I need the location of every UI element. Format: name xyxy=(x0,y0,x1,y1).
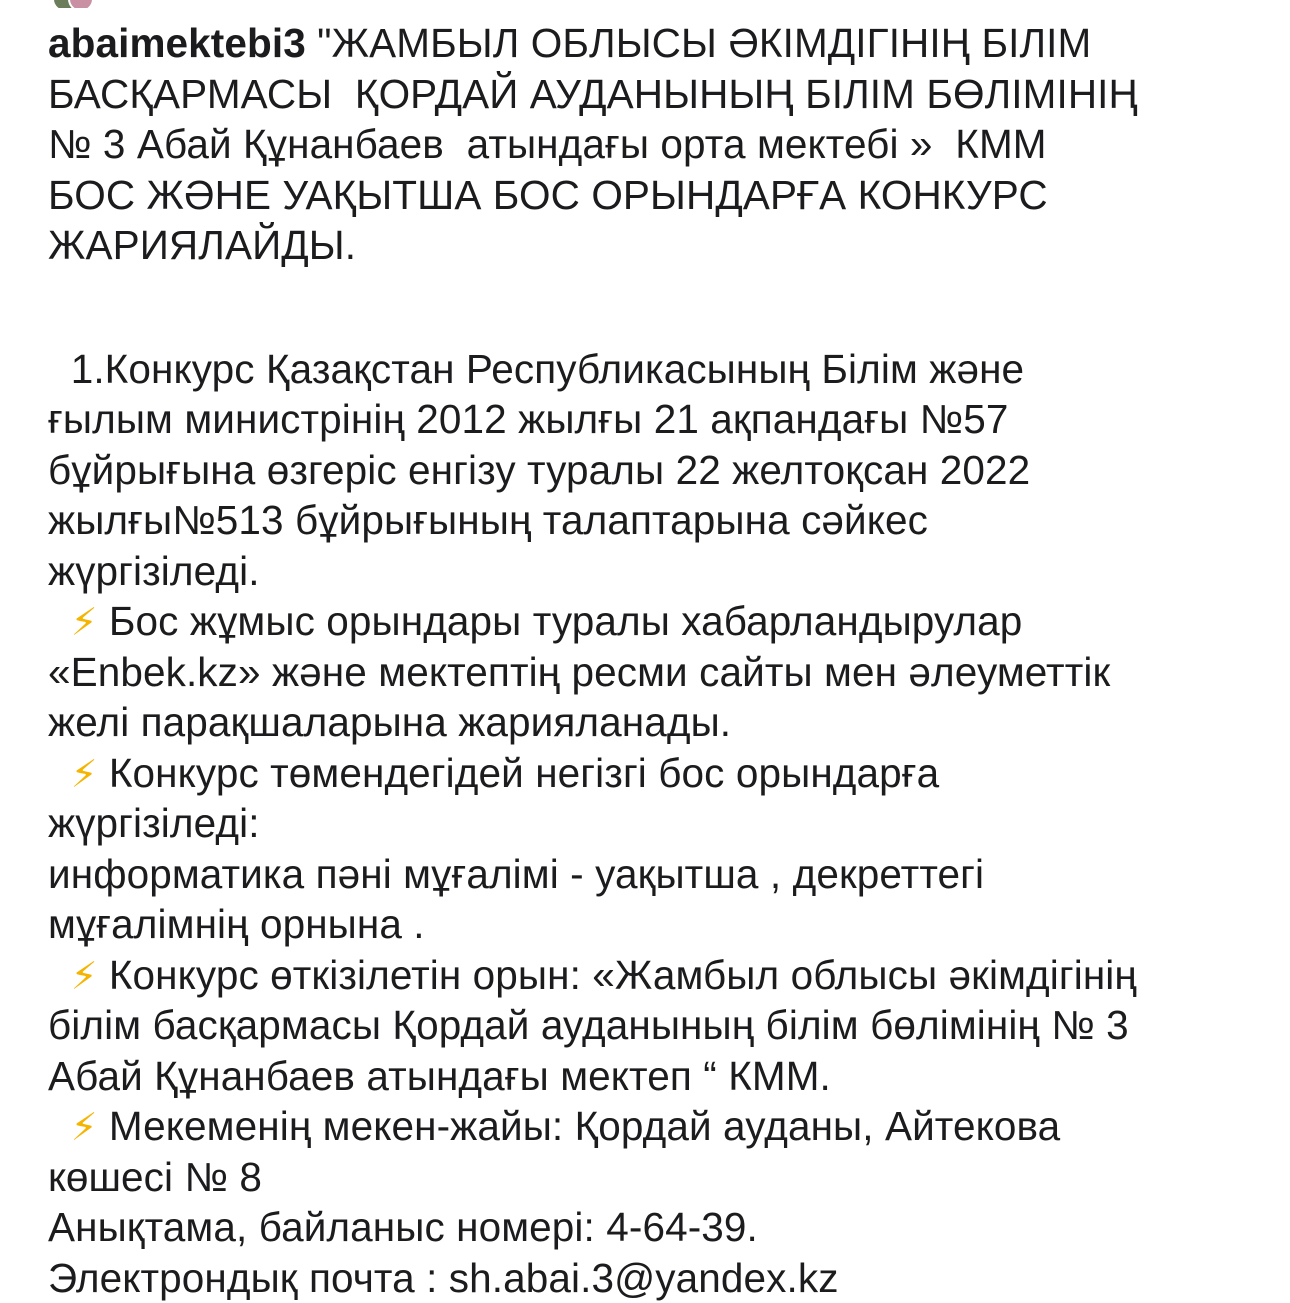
caption-line: көшесі № 8 xyxy=(48,1152,1268,1203)
caption-line: жылғы№513 бұйрығының талаптарына сәйкес xyxy=(48,495,1268,546)
caption-line xyxy=(48,647,1268,698)
lightning-icon: ⚡ xyxy=(71,1103,98,1154)
caption-line: ЖАРИЯЛАЙДЫ. xyxy=(48,220,1268,271)
caption-line xyxy=(48,1253,1268,1303)
post-caption xyxy=(48,18,1268,1303)
lightning-icon: ⚡ xyxy=(71,598,98,649)
username-link[interactable]: abaimektebi3 xyxy=(48,20,306,66)
caption-line: желі парақшаларына жарияланады. xyxy=(48,697,1268,748)
caption-blank-line xyxy=(48,271,1268,344)
caption-line: жүргізіледі: xyxy=(48,798,1268,849)
caption-line: БОС ЖӘНЕ УАҚЫТША БОС ОРЫНДАРҒА КОНКУРС xyxy=(48,170,1268,221)
caption-line: мұғалімнің орнына . xyxy=(48,899,1268,950)
lightning-icon: ⚡ xyxy=(71,952,98,1003)
email-link[interactable]: Электрондық почта : sh.abai.3@yandex.kz xyxy=(48,1255,839,1301)
caption-line: abaimektebi3 "ЖАМБЫЛ ОБЛЫСЫ ӘКІМДІГІНІҢ БІЛІМ xyxy=(48,18,1268,69)
caption-line: ⚡ Конкурс төмендегідей негізгі бос орындарға xyxy=(48,748,1268,799)
caption-line: ғылым министрінің 2012 жылғы 21 ақпандағы №57 xyxy=(48,394,1268,445)
caption-line: ⚡ Бос жұмыс орындары туралы хабарландырулар xyxy=(48,596,1268,647)
caption-line: ⚡ Конкурс өткізілетін орын: «Жамбыл облысы әкімдігінің xyxy=(48,950,1268,1001)
lightning-icon: ⚡ xyxy=(71,750,98,801)
caption-line: информатика пәні мұғалімі - уақытша , декреттегі xyxy=(48,849,1268,900)
liked-by-avatars[interactable] xyxy=(52,0,132,8)
avatar xyxy=(68,0,94,8)
caption-line: № 3 Абай Құнанбаев атындағы орта мектебі » КММ xyxy=(48,119,1268,170)
caption-line: Анықтама, байланыс номері: 4-64-39. xyxy=(48,1202,1268,1253)
caption-line: білім басқармасы Қордай ауданының білім бөлімінің № 3 xyxy=(48,1000,1268,1051)
caption-line: жүргізіледі. xyxy=(48,546,1268,597)
caption-line: ⚡ Мекеменің мекен-жайы: Қордай ауданы, Айтекова xyxy=(48,1101,1268,1152)
caption-line: Абай Құнанбаев атындағы мектеп “ КММ. xyxy=(48,1051,1268,1102)
caption-line: 1.Конкурс Қазақстан Республикасының Білім және xyxy=(48,344,1268,395)
enbek-link[interactable]: «Enbek.kz» және мектептің ресми сайты мен әлеуметтік xyxy=(48,649,1110,695)
caption-line: бұйрығына өзгеріс енгізу туралы 22 желтоқсан 2022 xyxy=(48,445,1268,496)
caption-line: БАСҚАРМАСЫ ҚОРДАЙ АУДАНЫНЫҢ БІЛІМ БӨЛІМІНІҢ xyxy=(48,69,1268,120)
